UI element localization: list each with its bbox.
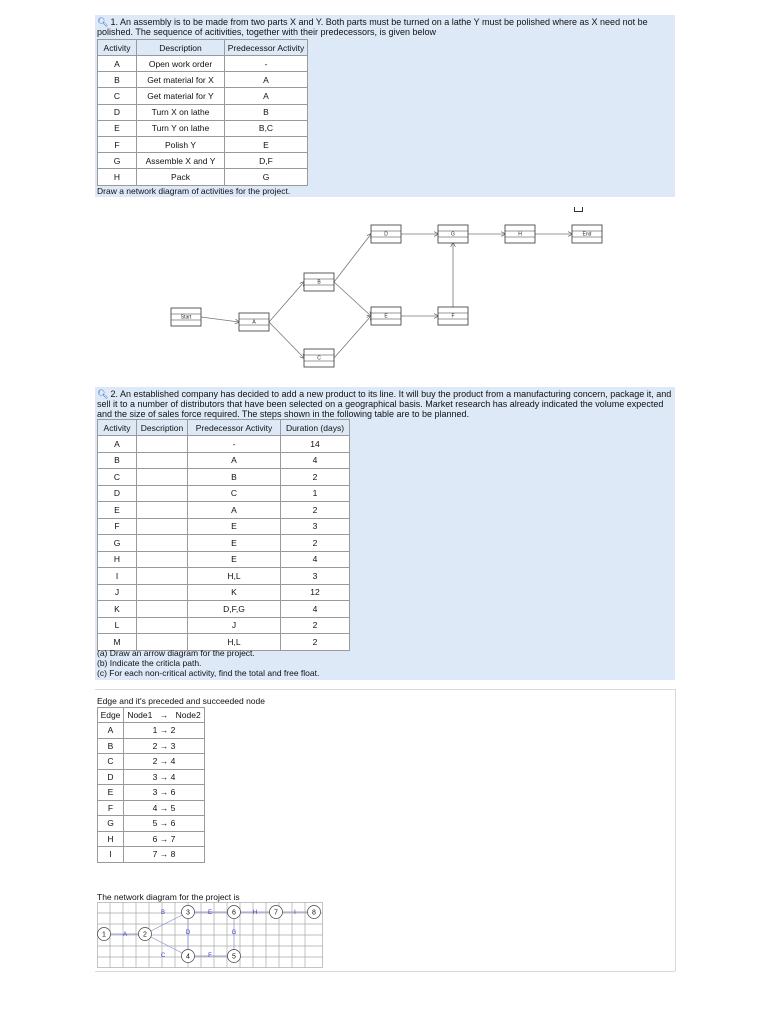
q2-table-cell (137, 551, 188, 568)
q2-table-cell: F (98, 518, 137, 535)
edit-corner-icon[interactable] (574, 207, 583, 212)
edge-table-cell: 7 → 8 (124, 847, 205, 863)
q2-table-cell: H (98, 551, 137, 568)
q2-table-cell: C (188, 485, 281, 502)
edge-header-node1: Node1 (127, 710, 153, 720)
q1-header-activity: Activity (98, 40, 137, 56)
edge-table-cell: G (98, 816, 124, 832)
q1-table-cell: E (98, 120, 137, 136)
edge-table-row (98, 723, 205, 739)
answer-right-divider (675, 689, 676, 971)
q2-task-c: (c) For each non-critical activity, find the total and free float. (97, 668, 320, 678)
q2-header-activity: Activity (98, 420, 137, 436)
q1-table-cell: A (225, 88, 308, 104)
q1-table-cell: Get material for X (137, 72, 225, 88)
q1-table-cell: Get material for Y (137, 88, 225, 104)
network-edge-label: H (252, 910, 258, 916)
edge-table-cell: 4 → 5 (124, 800, 205, 816)
edge-table-cell: 5 → 6 (124, 816, 205, 832)
diagram-arrow (334, 282, 371, 316)
edge-header-node2: Node2 (175, 710, 201, 720)
network-node-label: 7 (274, 909, 278, 917)
activity-node (438, 225, 468, 243)
q2-table-cell: D (98, 485, 137, 502)
activity-node (239, 313, 269, 331)
network-diagram-2 (97, 902, 323, 968)
q2-table-row (98, 568, 350, 585)
q2-table-row (98, 518, 350, 535)
q2-table-cell: B (98, 452, 137, 469)
q2-header-duration: Duration (days) (281, 420, 350, 436)
edge-table-row (98, 831, 205, 847)
q2-table-cell (137, 485, 188, 502)
q2-table-cell (137, 518, 188, 535)
q2-table-cell: H,L (188, 568, 281, 585)
q2-table-cell (137, 568, 188, 585)
edge-table-row (98, 754, 205, 770)
network-node (270, 906, 283, 919)
q1-activity-table (97, 39, 308, 186)
q2-table-cell: E (188, 518, 281, 535)
edge-table-row (98, 847, 205, 863)
activity-node (371, 307, 401, 325)
q2-table-cell (137, 601, 188, 618)
question-2-text (97, 389, 673, 419)
network-node (308, 906, 321, 919)
edge-table-cell: A (98, 723, 124, 739)
diagram-arrow (269, 322, 304, 358)
q2-table-cell: L (98, 617, 137, 634)
network-node (182, 950, 195, 963)
edge-table-cell: I (98, 847, 124, 863)
activity-node-label: A (252, 319, 256, 326)
q1-table-cell: Turn X on lathe (137, 104, 225, 120)
q2-table-cell: 3 (281, 518, 350, 535)
edge-table-cell: E (98, 785, 124, 801)
q2-table-cell (137, 436, 188, 453)
q1-table-cell: G (225, 169, 308, 185)
q2-table-row (98, 601, 350, 618)
q1-table-cell: Assemble X and Y (137, 153, 225, 169)
edge-table-cell: 2 → 3 (124, 738, 205, 754)
edge-table-cell: 6 → 7 (124, 831, 205, 847)
q1-footer: Draw a network diagram of activities for the project. (97, 186, 291, 196)
q2-table-cell: G (98, 535, 137, 552)
q2-table-cell: E (98, 502, 137, 519)
network-edge-label: C (160, 953, 166, 959)
edge-header-edge: Edge (98, 708, 124, 723)
q1-table-row (98, 169, 308, 185)
q1-table-cell: D (98, 104, 137, 120)
q2-table-cell: I (98, 568, 137, 585)
edge-header-nodes (124, 708, 205, 723)
q1-table-cell: F (98, 136, 137, 152)
q2-table-cell: 4 (281, 551, 350, 568)
edge-table-row (98, 800, 205, 816)
q2-table-cell: C (98, 469, 137, 486)
edge-header-arrow: → (159, 710, 169, 720)
activity-node (304, 349, 334, 367)
edge-table-row (98, 738, 205, 754)
q2-table-row (98, 469, 350, 486)
q1-header-predecessor: Predecessor Activity (225, 40, 308, 56)
q2-table-cell: H,L (188, 634, 281, 651)
q2-table-cell: 2 (281, 469, 350, 486)
activity-node-label: H (518, 231, 522, 238)
q2-table-cell: 14 (281, 436, 350, 453)
q2-table-row (98, 535, 350, 552)
question-2-label: 2. An established company has decided to add a new product to its line. It will buy the product from a manufacturing concern, package it, and sell it to a number of distributors that have been selected on a geographical basis. Market research has already indicated the volume expected and the size of sales force required. The steps shown in the following table are to be planned. (97, 389, 672, 419)
network-edge-label: I (294, 910, 296, 916)
q1-table-cell: A (98, 56, 137, 72)
q2-task-b: (b) Indicate the criticla path. (97, 658, 202, 668)
q2-table-cell: D,F,G (188, 601, 281, 618)
network-title: The network diagram for the project is (97, 892, 240, 902)
q1-table-row (98, 56, 308, 72)
edge-table-row (98, 769, 205, 785)
q2-table-row (98, 617, 350, 634)
q1-table-row (98, 72, 308, 88)
activity-node-label: D (384, 231, 388, 238)
edge-table-cell: 2 → 4 (124, 754, 205, 770)
q2-task-a: (a) Draw an arrow diagram for the project. (97, 648, 255, 658)
edge-table-cell: 3 → 6 (124, 785, 205, 801)
q2-table-cell: J (188, 617, 281, 634)
q1-table-cell: Turn Y on lathe (137, 120, 225, 136)
q1-table-cell: E (225, 136, 308, 152)
q1-table-cell: Pack (137, 169, 225, 185)
q2-table-cell: A (188, 502, 281, 519)
q2-table-cell: 1 (281, 485, 350, 502)
activity-node (572, 225, 602, 243)
q2-table-cell (137, 617, 188, 634)
activity-node-label: F (451, 313, 455, 320)
network-edge-label: B (160, 910, 166, 916)
q2-table-cell: 4 (281, 452, 350, 469)
q2-table-cell: 2 (281, 617, 350, 634)
q1-table-cell: - (225, 56, 308, 72)
answer-top-divider (95, 689, 675, 690)
q2-table-cell: A (98, 436, 137, 453)
network-node-label: 5 (232, 953, 236, 961)
network-node (98, 928, 111, 941)
q1-table-cell: C (98, 88, 137, 104)
edge-table-cell: C (98, 754, 124, 770)
q2-table-cell: 2 (281, 634, 350, 651)
diagram-arrow (201, 317, 239, 322)
q2-table-cell: J (98, 584, 137, 601)
diagram-arrow (269, 282, 304, 322)
edge-table-cell: 3 → 4 (124, 769, 205, 785)
network-node-label: 1 (102, 931, 106, 939)
q1-table-cell: G (98, 153, 137, 169)
q1-table-row (98, 120, 308, 136)
q1-table-cell: Open work order (137, 56, 225, 72)
activity-node-label: Start (180, 314, 192, 321)
network-node (228, 906, 241, 919)
edge-table-cell: D (98, 769, 124, 785)
activity-node-label: E (384, 313, 388, 320)
q2-table-cell (137, 452, 188, 469)
network-node-label: 8 (312, 909, 316, 917)
q2-table-cell: 12 (281, 584, 350, 601)
activity-node (171, 308, 201, 326)
q2-table-cell: 3 (281, 568, 350, 585)
q2-table-row (98, 436, 350, 453)
activity-node-label: End (582, 231, 592, 238)
edge-table-cell: 1 → 2 (124, 723, 205, 739)
q2-table-cell: B (188, 469, 281, 486)
q1-table-cell: Polish Y (137, 136, 225, 152)
q2-table-cell: - (188, 436, 281, 453)
activity-node-label: C (317, 355, 321, 362)
q1-table-cell: B (225, 104, 308, 120)
q1-table-row (98, 104, 308, 120)
q2-table-cell: K (98, 601, 137, 618)
network-edge (145, 912, 188, 934)
q2-table-row (98, 452, 350, 469)
question-1-label: 1. An assembly is to be made from two parts X and Y. Both parts must be turned on a lathe Y must be polished where as X need not be polished. The sequence of acitivities, together with their predecessors, is given below (97, 17, 648, 37)
q1-table-cell: H (98, 169, 137, 185)
question-1-text (97, 17, 673, 37)
activity-node-label: B (317, 279, 321, 286)
activity-node (371, 225, 401, 243)
activity-node-label: G (451, 231, 455, 238)
q2-table-cell: 2 (281, 535, 350, 552)
q2-header-predecessor: Predecessor Activity (188, 420, 281, 436)
network-diagram-1 (150, 215, 620, 385)
edge-table-cell: H (98, 831, 124, 847)
edge-table-cell: F (98, 800, 124, 816)
q2-table-row (98, 485, 350, 502)
network-node (139, 928, 152, 941)
magnifier-icon[interactable]: 🔍︎ (97, 389, 109, 399)
q2-table-cell: 2 (281, 502, 350, 519)
activity-node (438, 307, 468, 325)
network-node-label: 3 (186, 909, 190, 917)
edge-table-cell: B (98, 738, 124, 754)
network-node (228, 950, 241, 963)
q2-table-cell: K (188, 584, 281, 601)
network-edge (145, 934, 188, 956)
q1-table-cell: B (98, 72, 137, 88)
q2-activity-table (97, 419, 350, 651)
q2-header-description: Description (137, 420, 188, 436)
diagram-arrow (334, 316, 371, 358)
activity-node (304, 273, 334, 291)
q2-table-cell (137, 535, 188, 552)
q2-table-cell: 4 (281, 601, 350, 618)
network-node (182, 906, 195, 919)
network-node-label: 2 (143, 931, 147, 939)
edge-table-row (98, 816, 205, 832)
q1-table-row (98, 136, 308, 152)
edge-table-row (98, 785, 205, 801)
edge-table-title: Edge and it's preceded and succeeded node (97, 696, 265, 706)
q2-table-row (98, 502, 350, 519)
q1-table-cell: B,C (225, 120, 308, 136)
answer-bottom-divider (95, 971, 675, 972)
network-edge-label: E (207, 910, 213, 916)
q2-table-cell: E (188, 551, 281, 568)
magnifier-icon[interactable]: 🔍︎ (97, 17, 109, 27)
q2-table-row (98, 551, 350, 568)
q1-header-description: Description (137, 40, 225, 56)
network-edge-label: F (208, 953, 212, 959)
q1-table-cell: A (225, 72, 308, 88)
q2-table-cell (137, 584, 188, 601)
q2-table-cell: E (188, 535, 281, 552)
q2-table-cell: M (98, 634, 137, 651)
q2-table-cell: A (188, 452, 281, 469)
diagram-arrow (334, 234, 371, 282)
q2-table-cell (137, 469, 188, 486)
activity-node (505, 225, 535, 243)
network-edge-label: D (185, 930, 191, 936)
q1-table-row (98, 88, 308, 104)
q2-table-row (98, 584, 350, 601)
network-edge-label: G (231, 930, 237, 936)
q1-table-row (98, 153, 308, 169)
q2-table-cell (137, 502, 188, 519)
edge-node-table (97, 707, 205, 863)
q1-table-cell: D,F (225, 153, 308, 169)
network-node-label: 6 (232, 909, 236, 917)
network-node-label: 4 (186, 953, 190, 961)
network-edge-label: A (122, 932, 128, 938)
